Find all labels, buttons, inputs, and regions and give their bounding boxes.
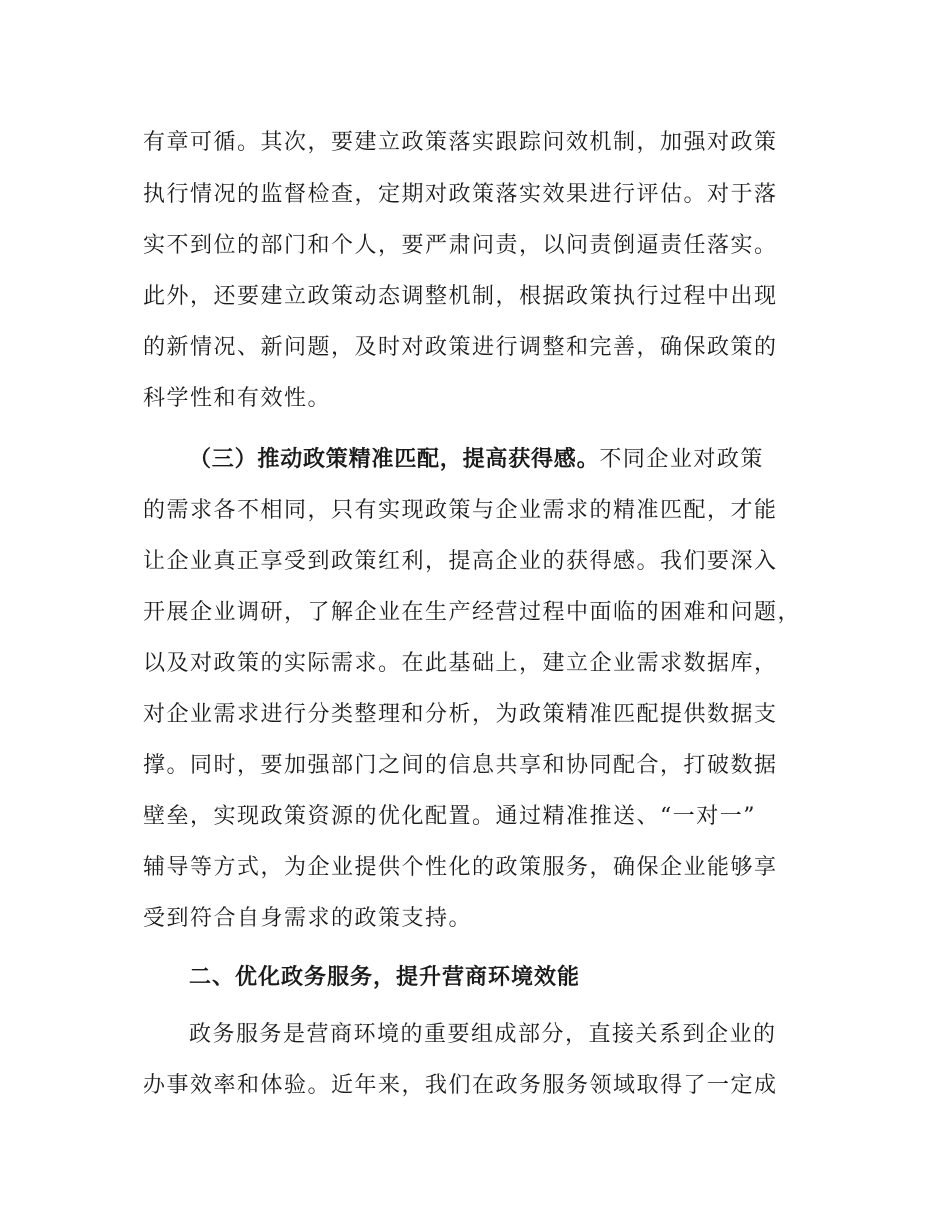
paragraph-line: 的新情况、新问题，及时对政策进行调整和完善，确保政策的	[143, 335, 778, 360]
paragraph-line: 壁垒，实现政策资源的优化配置。通过精准推送、“一对一”	[143, 804, 756, 829]
paragraph-line: 辅导等方式，为企业提供个性化的政策服务，确保企业能够享	[143, 855, 778, 880]
paragraph-first-line	[189, 445, 764, 475]
paragraph-line: 以及对政策的实际需求。在此基础上，建立企业需求数据库，	[143, 651, 778, 676]
paragraph-line: 政务服务是营商环境的重要组成部分，直接关系到企业的	[189, 1022, 777, 1047]
paragraph-line: 此外，还要建立政策动态调整机制，根据政策执行过程中出现	[143, 284, 778, 309]
paragraph-line: 撑。同时，要加强部门之间的信息共享和协同配合，打破数据	[143, 753, 778, 778]
paragraph-line: 科学性和有效性。	[143, 386, 332, 411]
paragraph-line: 实不到位的部门和个人，要严肃问责，以问责倒逼责任落实。	[143, 233, 778, 258]
paragraph-line: 办事效率和体验。近年来，我们在政务服务领域取得了一定成	[143, 1073, 778, 1098]
paragraph-text: 不同企业对政策	[599, 447, 764, 472]
paragraph-line: 让企业真正享受到政策红利，提高企业的获得感。我们要深入	[143, 549, 778, 574]
paragraph-line: 有章可循。其次，要建立政策落实跟踪问效机制，加强对政策	[143, 130, 778, 155]
paragraph-line: 对企业需求进行分类整理和分析，为政策精准匹配提供数据支	[143, 702, 778, 727]
paragraph-line: 执行情况的监督检查，定期对政策落实效果进行评估。对于落	[143, 182, 778, 207]
section-heading: 二、优化政务服务，提升营商环境效能	[189, 965, 581, 990]
paragraph-line: 开展企业调研，了解企业在生产经营过程中面临的困难和问题，	[143, 600, 802, 625]
paragraph-line: 受到符合自身需求的政策支持。	[143, 906, 473, 931]
subheading: （三）推动政策精准匹配，提高获得感。	[189, 447, 600, 472]
paragraph-line: 的需求各不相同，只有实现政策与企业需求的精准匹配，才能	[143, 498, 778, 523]
